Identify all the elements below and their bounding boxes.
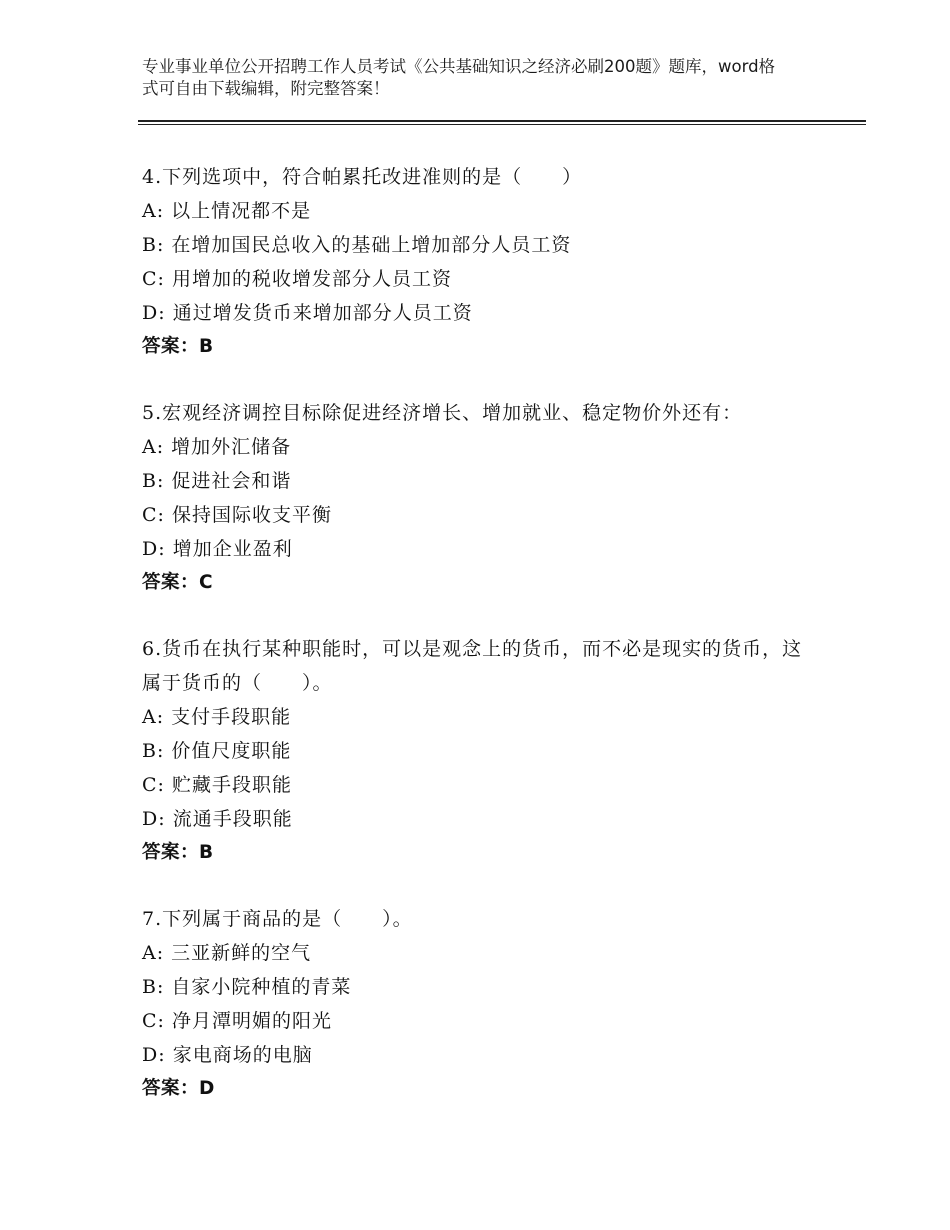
option-text: 贮藏手段职能 [172, 774, 293, 796]
option-b [142, 228, 822, 262]
option-text: 家电商场的电脑 [172, 1044, 313, 1066]
question-7 [142, 902, 822, 1106]
option-a [142, 936, 822, 970]
answer-label: 答案： [142, 572, 200, 593]
option-c [142, 262, 822, 296]
option-key: B: [142, 470, 165, 492]
option-key: D: [142, 1044, 166, 1066]
option-key: A: [142, 942, 165, 964]
answer-value: D [199, 1078, 215, 1099]
option-d [142, 802, 822, 836]
option-c [142, 768, 822, 802]
option-text: 三亚新鲜的空气 [171, 942, 312, 964]
option-key: D: [142, 538, 166, 560]
option-key: B: [142, 234, 165, 256]
option-text: 净月潭明媚的阳光 [172, 1010, 333, 1032]
option-key: C: [142, 504, 165, 526]
option-text: 在增加国民总收入的基础上增加部分人员工资 [171, 234, 572, 256]
question-4 [142, 160, 822, 364]
header-rule-bottom [138, 124, 866, 125]
header-divider [138, 120, 866, 127]
answer-line [142, 836, 822, 870]
question-stem: 5.宏观经济调控目标除促进经济增长、增加就业、稳定物价外还有： [142, 402, 743, 424]
question-list [142, 160, 822, 1138]
option-text: 增加企业盈利 [172, 538, 293, 560]
document-header: 专业事业单位公开招聘工作人员考试《公共基础知识之经济必刷200题》题库，word格式可自由下载编辑，附完整答案！ [142, 57, 776, 98]
option-text: 增加外汇储备 [171, 436, 292, 458]
option-text: 促进社会和谐 [171, 470, 292, 492]
option-b [142, 734, 822, 768]
option-text: 支付手段职能 [171, 706, 292, 728]
question-5 [142, 396, 822, 600]
option-a [142, 194, 822, 228]
answer-line [142, 330, 822, 364]
option-text: 通过增发货币来增加部分人员工资 [172, 302, 473, 324]
option-key: B: [142, 740, 165, 762]
option-text: 价值尺度职能 [171, 740, 292, 762]
question-stem: 4.下列选项中，符合帕累托改进准则的是（ ） [142, 166, 583, 188]
option-key: D: [142, 808, 166, 830]
option-key: A: [142, 200, 165, 222]
question-stem: 6.货币在执行某种职能时，可以是观念上的货币，而不必是现实的货币，这属于货币的（ ）。 [142, 638, 803, 694]
option-text: 用增加的税收增发部分人员工资 [172, 268, 453, 290]
option-d [142, 532, 822, 566]
option-key: A: [142, 436, 165, 458]
header-rule-top [138, 120, 866, 122]
option-key: A: [142, 706, 165, 728]
option-key: C: [142, 1010, 165, 1032]
option-key: C: [142, 268, 165, 290]
option-text: 保持国际收支平衡 [172, 504, 333, 526]
option-key: C: [142, 774, 165, 796]
option-b [142, 464, 822, 498]
answer-line [142, 566, 822, 600]
question-6 [142, 632, 822, 870]
answer-label: 答案： [142, 1078, 200, 1099]
option-text: 以上情况都不是 [171, 200, 312, 222]
option-a [142, 430, 822, 464]
option-c [142, 498, 822, 532]
answer-label: 答案： [142, 336, 200, 357]
option-d [142, 1038, 822, 1072]
option-text: 自家小院种植的青菜 [171, 976, 352, 998]
answer-value: B [199, 336, 214, 357]
answer-line [142, 1072, 822, 1106]
option-c [142, 1004, 822, 1038]
question-stem: 7.下列属于商品的是（ ）。 [142, 908, 413, 930]
answer-value: B [199, 842, 214, 863]
answer-label: 答案： [142, 842, 200, 863]
option-key: B: [142, 976, 165, 998]
option-text: 流通手段职能 [172, 808, 293, 830]
option-key: D: [142, 302, 166, 324]
option-d [142, 296, 822, 330]
option-a [142, 700, 822, 734]
option-b [142, 970, 822, 1004]
answer-value: C [199, 572, 214, 593]
